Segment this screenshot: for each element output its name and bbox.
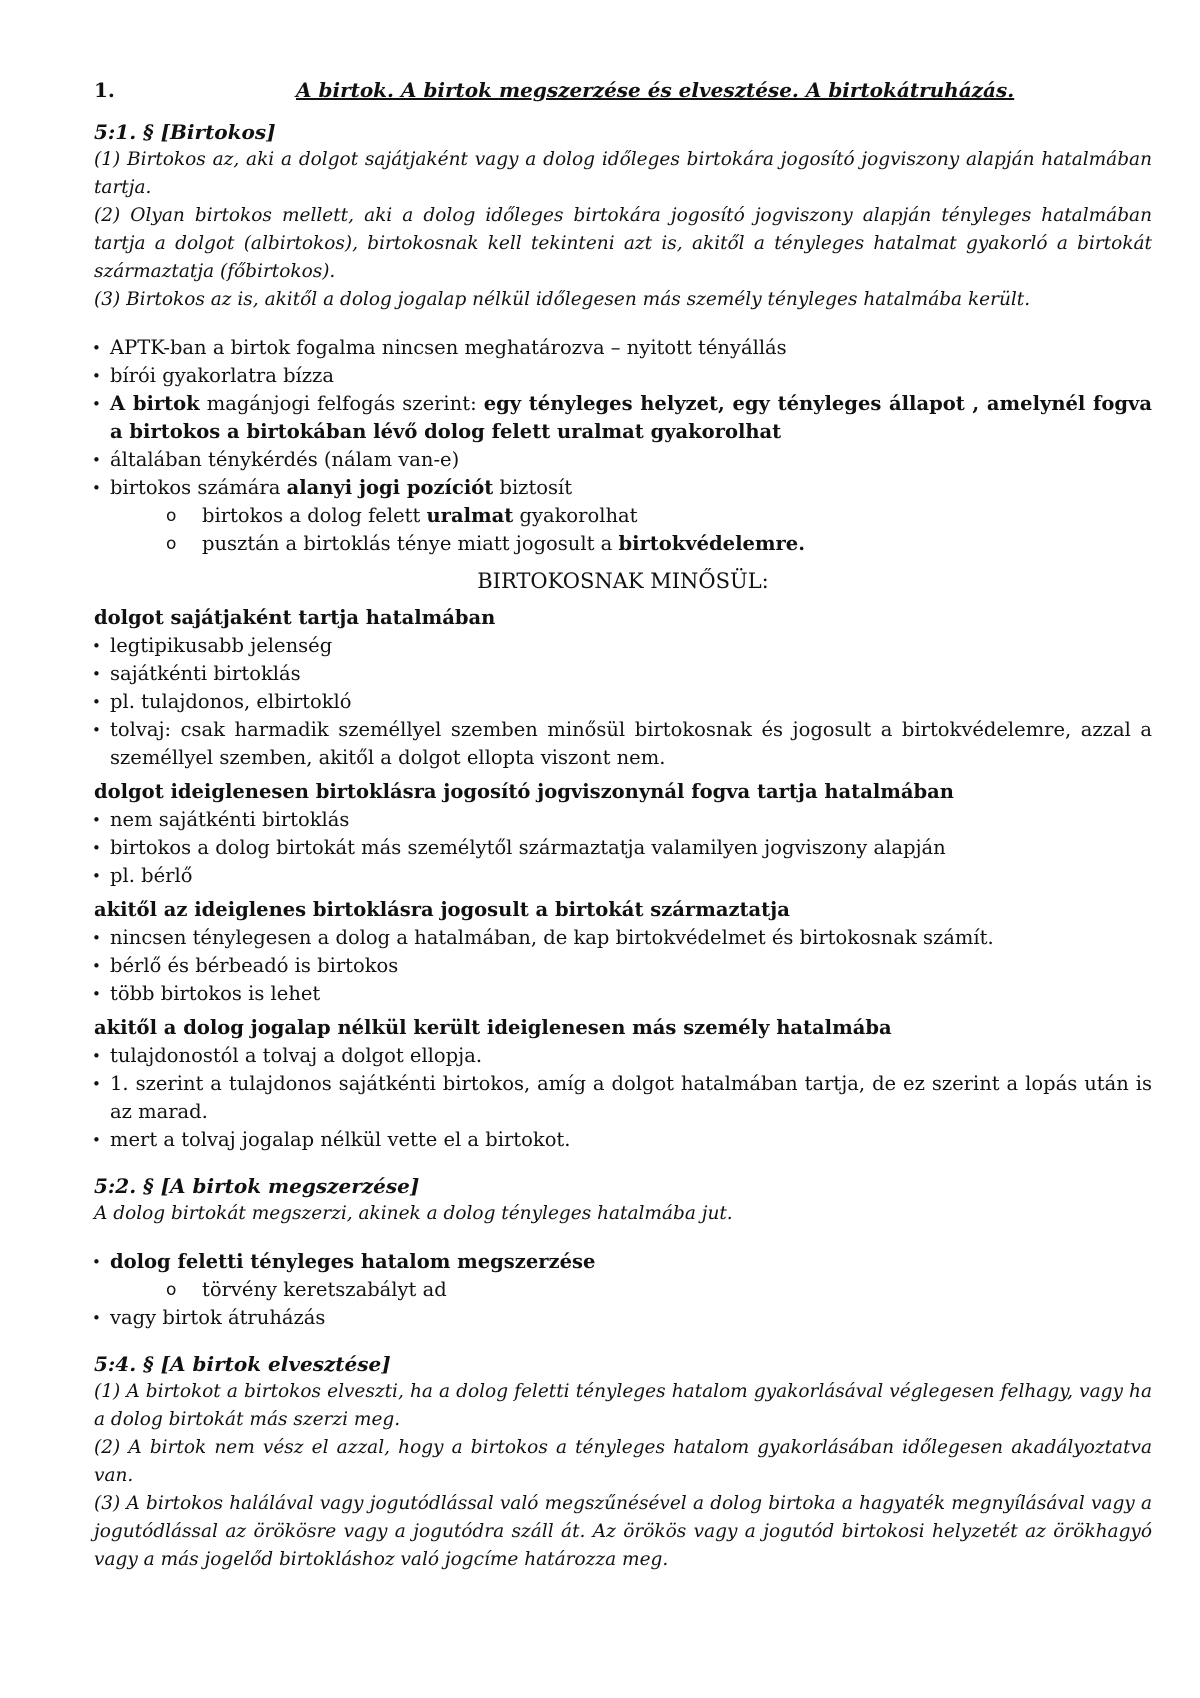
group-heading-1: dolgot sajátjaként tartja hatalmában [94,606,496,629]
paragraph-5-2: A dolog birtokát megszerzi, akinek a dolog tényleges hatalmába jut. [94,1203,733,1224]
possession-sub-list [94,502,1152,558]
list-item: o birtokos a dolog felett uralmat gyakorolhat [94,502,1152,530]
centered-title: BIRTOKOSNAK MINŐSÜL: [477,569,769,593]
group-list-3 [94,924,1152,1008]
list-item: • több birtokos is lehet [94,980,1152,1008]
list-item: o törvény keretszabályt ad [94,1276,1152,1304]
list-item: • nem sajátkénti birtoklás [94,806,1152,834]
paragraph-5-1-3: (3) Birtokos az is, akitől a dolog jogalap nélkül időlegesen más személy tényleges hatalmába került. [94,289,1031,310]
chapter-title: A birtok. A birtok megszerzése és elvesztése. A birtokátruházás. [296,78,1015,102]
list-item: • általában ténykérdés (nálam van-e) [94,446,1152,474]
list-item: • legtipikusabb jelenség [94,632,1152,660]
list-item: • birtokos a dolog birtokát más személytől származtatja valamilyen jogviszony alapján [94,834,1152,862]
group-heading-4: akitől a dolog jogalap nélkül került ideiglenesen más személy hatalmába [94,1016,892,1039]
chapter-number: 1. [94,78,115,102]
list-item: • pl. tulajdonos, elbirtokló [94,688,1152,716]
list-item: • tulajdonostól a tolvaj a dolgot ellopja. [94,1042,1152,1070]
list-item: • nincsen ténylegesen a dolog a hatalmában, de kap birtokvédelmet és birtokosnak számít. [94,924,1152,952]
list-item: • sajátkénti birtoklás [94,660,1152,688]
paragraph-5-1-1: (1) Birtokos az, aki a dolgot sajátjaként vagy a dolog időleges birtokára jogosító jogviszony alapján hatalmában tartja. [94,149,1152,198]
paragraph-5-4-2: (2) A birtok nem vész el azzal, hogy a birtokos a tényleges hatalom gyakorlásában időlegesen akadályoztatva van. [94,1437,1152,1486]
list-item: • dolog feletti tényleges hatalom megszerzése [94,1248,1152,1276]
list-item: • 1. szerint a tulajdonos sajátkénti birtokos, amíg a dolgot hatalmában tartja, de ez szerint a lopás után is az marad. [94,1070,1152,1126]
group-heading-2: dolgot ideiglenesen birtoklásra jogosító jogviszonynál fogva tartja hatalmában [94,780,954,803]
document-page [94,72,1152,1574]
list-item: • bírói gyakorlatra bízza [94,362,1152,390]
acquisition-list-2 [94,1304,1152,1332]
acquisition-sub-list [94,1276,1152,1304]
group-list-4 [94,1042,1152,1154]
chapter-heading [94,72,1152,110]
group-list-1 [94,632,1152,772]
paragraph-5-1-2: (2) Olyan birtokos mellett, aki a dolog időleges birtokára jogosító jogviszony alapján tényleges hatalmában tartja a dolgot (albirtokos), birtokosnak kell tekinteni azt is, akitől a tényleges hatalmat gyakorló a birtokát származtatja (főbirtokos). [94,205,1152,282]
list-item: • APTK-ban a birtok fogalma nincsen meghatározva – nyitott tényállás [94,334,1152,362]
list-item: • bérlő és bérbeadó is birtokos [94,952,1152,980]
acquisition-list [94,1248,1152,1276]
section-title-5-2: 5:2. § [A birtok megszerzése] [94,1174,420,1198]
section-title-5-1: 5:1. § [Birtokos] [94,120,276,144]
paragraph-5-4-3: (3) A birtokos halálával vagy jogutódlással való megszűnésével a dolog birtoka a hagyaték megnyílásával vagy a jogutódlással az örökösre vagy a jogutódra száll át. Az örökös vagy a jogutód birtokosi helyzetét az örökhagyó vagy a más jogelőd birtokláshoz való jogcíme határozza meg. [94,1493,1152,1570]
list-item: • birtokos számára alanyi jogi pozíciót biztosít [94,474,1152,502]
group-heading-3: akitől az ideiglenes birtoklásra jogosult a birtokát származtatja [94,898,790,921]
paragraph-5-4-1: (1) A birtokot a birtokos elveszti, ha a dolog feletti tényleges hatalom gyakorlásával véglegesen felhagy, vagy ha a dolog birtokát más szerzi meg. [94,1381,1152,1430]
list-item: • tolvaj: csak harmadik személlyel szemben minősül birtokosnak és jogosult a birtokvédelemre, azzal a személlyel szemben, akitől a dolgot ellopta viszont nem. [94,716,1152,772]
list-item: • A birtok magánjogi felfogás szerint: egy tényleges helyzet, egy tényleges állapot , amelynél fogva a birtokos a birtokában lévő dolog felett uralmat gyakorolhat [94,390,1152,446]
list-item: o pusztán a birtoklás ténye miatt jogosult a birtokvédelemre. [94,530,1152,558]
group-list-2 [94,806,1152,890]
list-item: • pl. bérlő [94,862,1152,890]
list-item: • mert a tolvaj jogalap nélkül vette el a birtokot. [94,1126,1152,1154]
section-title-5-4: 5:4. § [A birtok elvesztése] [94,1352,391,1376]
list-item: • vagy birtok átruházás [94,1304,1152,1332]
possession-bullet-list [94,334,1152,502]
